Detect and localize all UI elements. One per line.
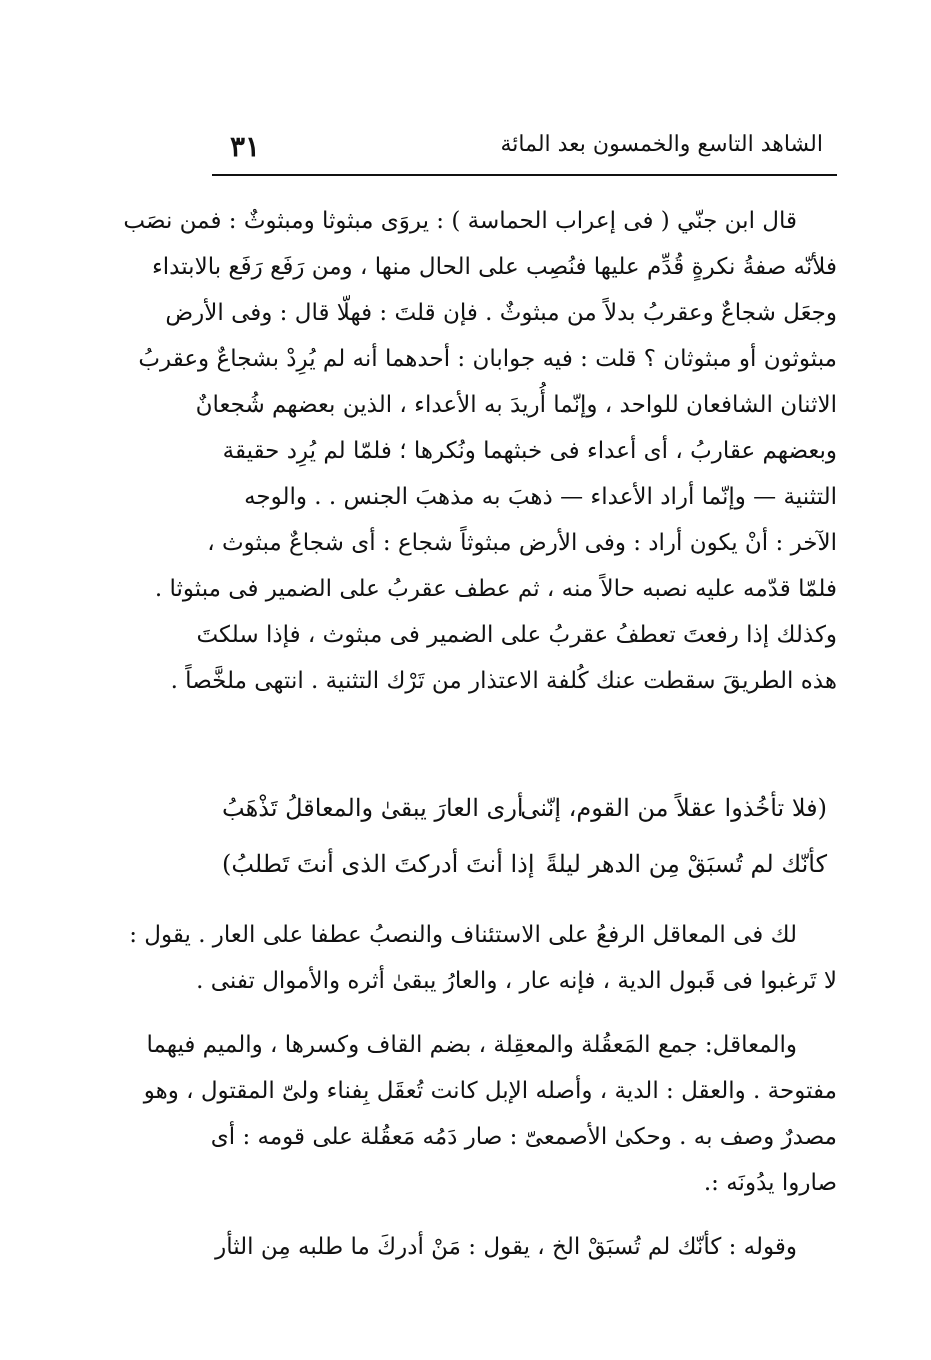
verse-second-hemistich: إذا أنتَ أدركتَ الذى أنتَ تَطلبُ) — [222, 850, 535, 878]
text-line: قال ابن جنّي ( فى إعراب الحماسة ) : يروَى مبثوثا ومبثوثٌ : فمن نصَب — [123, 208, 797, 234]
running-title: الشاهد التاسع والخمسون بعد المائة — [500, 132, 823, 157]
verse-line — [212, 836, 837, 892]
page-number: ٣١ — [230, 130, 261, 163]
text-line: صاروا يدُونَه :. — [703, 1170, 837, 1196]
text-line: فلأنّه صفةُ نكرةٍ قُدِّم عليها فنُصِب على الحال منها ، ومن رَفَع رَفَع بالابتداء — [151, 254, 837, 280]
text-line: وكذلك إذا رفعتَ تعطفُ عقربُ على الضمير فى مبثوث ، فإذا سلكتَ — [196, 622, 837, 648]
text-line: وبعضهم عقاربُ ، أى أعداء فى خبثهما ونُكرها ؛ فلمّا لم يُرِد حقيقة — [222, 438, 837, 464]
paragraph-explanation — [212, 1224, 837, 1270]
page-header — [212, 130, 837, 170]
text-line: الاثنان الشافعان للواحد ، وإنّما أُريدَ به الأعداء ، الذين بعضهم شُجعانٌ — [195, 392, 837, 418]
text-line: الآخر : أنْ يكون أراد : وفى الأرض مبثوثاً شجاع : أى شجاعٌ مبثوث ، — [207, 530, 837, 556]
paragraph-ibn-jinni-quote — [123, 198, 837, 704]
text-line: هذه الطريقَ سقطت عنك كُلفة الاعتذار من تَرْك التثنية . انتهى ملخَّصاً . — [170, 668, 837, 694]
text-line: مفتوحة . والعقل : الدية ، وأصله الإبل كانت تُعقَل بِفناء ولىّ المقتول ، وهو — [143, 1078, 837, 1104]
paragraph-definitions — [143, 1022, 837, 1206]
verse-first-hemistich: كأنّك لم تُسبَقْ مِن الدهر ليلةً — [545, 850, 827, 878]
verse-line — [212, 780, 837, 836]
header-rule — [212, 174, 837, 176]
poem-verses — [212, 780, 837, 892]
text-line: التثنية — وإنّما أراد الأعداء — ذهبَ به مذهبَ الجنس . . والوجه — [244, 484, 837, 510]
text-line: مصدرٌ وصف به . وحكىٰ الأصمعىّ : صار دَمُه مَعقُلة على قومه : أى — [210, 1124, 837, 1150]
verse-second-hemistich: أرى العارَ يبقىٰ والمعاقلُ تَذْهَبُ — [222, 794, 524, 822]
text-line: لا تَرغبوا فى قَبول الدية ، فإنه عار ، والعارُ يبقىٰ أثره والأموال تفنى . — [196, 968, 837, 994]
paragraph-commentary — [129, 912, 837, 1004]
text-line: لك فى المعاقل الرفعُ على الاستئناف والنصبُ عطفا على العار . يقول : — [129, 922, 797, 948]
text-line: والمعاقل: جمع المَعقُلة والمعقِلة ، بضم القاف وكسرها ، والميم فيهما — [146, 1032, 797, 1058]
text-line: مبثوثون أو مبثوثان ؟ قلت : فيه جوابان : أحدهما أنه لم يُرِدْ بشجاعٌ وعقربُ — [138, 346, 837, 372]
text-line: فلمّا قدّمه عليه نصبه حالاً منه ، ثم عطف عقربُ على الضمير فى مبثوثا . — [154, 576, 837, 602]
text-line: وجعَل شجاعٌ وعقربُ بدلاً من مبثوثٌ . فإن قلتَ : فهلّا قال : وفى الأرض — [165, 300, 837, 326]
text-line: وقوله : كأنّك لم تُسبَقْ الخ ، يقول : مَنْ أدركَ ما طلبه مِن الثأر — [215, 1234, 797, 1260]
verse-first-hemistich: (فلا تأخُذوا عقلاً من القوم، إنّنى — [520, 794, 827, 822]
